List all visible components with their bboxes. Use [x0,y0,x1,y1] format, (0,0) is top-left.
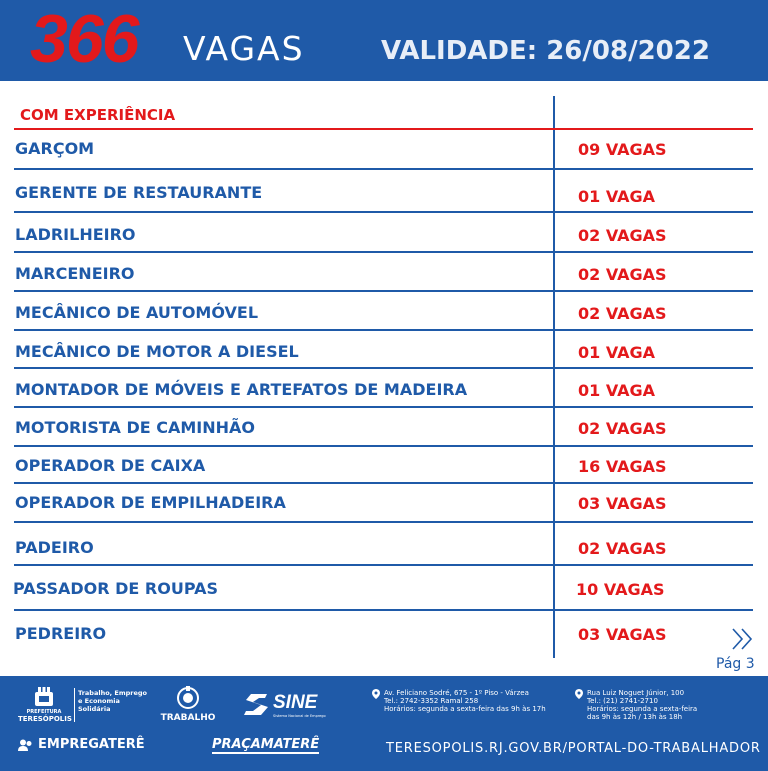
sine-mark-icon [243,691,271,717]
contact-address: Av. Feliciano Sodré, 675 - 1º Piso - Várzea [384,689,529,697]
footer [0,676,768,771]
vacancy-total: 366 [30,1,138,77]
sine-logo [243,691,327,723]
job-title: GERENTE DE RESTAURANTE [15,183,263,202]
location-pin-icon [575,689,583,699]
sine-label: SINE [273,692,318,713]
validity-date: VALIDADE: 26/08/2022 [381,36,710,66]
job-title: LADRILHEIRO [15,225,136,244]
job-vacancies: 16 VAGAS [578,457,667,476]
city-name: TERESÓPOLIS [18,715,72,723]
row-divider [14,329,753,331]
job-title: PEDREIRO [15,624,107,643]
job-vacancies: 02 VAGAS [578,265,667,284]
job-vacancies: 02 VAGAS [578,304,667,323]
contact-hours-detail: das 9h às 12h / 13h às 18h [587,713,683,721]
job-vacancies: 01 VAGA [578,343,656,362]
job-vacancies: 02 VAGAS [578,539,667,558]
row-divider [14,290,753,292]
job-title: MECÂNICO DE MOTOR A DIESEL [15,342,299,361]
pracamatere-logo: PRAÇAMATERÊ [212,737,320,752]
job-vacancies: 01 VAGA [578,381,656,400]
job-vacancies: 02 VAGAS [578,419,667,438]
row-divider [14,564,753,566]
job-title: MOTORISTA DE CAMINHÃO [15,418,256,437]
row-divider [14,168,753,170]
row-divider [14,445,753,447]
empregatere-logo [18,737,145,752]
trabalho-label: TRABALHO [160,713,216,723]
job-vacancies: 10 VAGAS [576,580,665,599]
page-number: Pág 3 [716,656,755,672]
job-vacancies: 09 VAGAS [578,140,667,159]
job-title: GARÇOM [15,139,95,158]
row-divider [14,521,753,523]
empregatere-label: EMPREGATERÊ [38,737,145,752]
job-vacancies: 03 VAGAS [578,494,667,513]
contact-hours: Horários: segunda a sexta-feira das 9h às 17h [384,705,546,713]
job-title: PADEIRO [15,538,94,557]
trabalho-crest-icon [176,686,200,710]
column-divider [553,96,555,658]
row-divider [14,251,753,253]
job-table [0,96,768,658]
row-divider [14,406,753,408]
chevron-double-right-icon[interactable] [730,626,756,652]
contact-phone: Tel.: (21) 2741-2710 [587,697,658,705]
section-title: COM EXPERIÊNCIA [20,106,176,124]
job-title: MONTADOR DE MÓVEIS E ARTEFATOS DE MADEIRA [15,380,468,399]
secretaria-name: Trabalho, Emprego e Economia Solidária [78,689,148,713]
job-vacancies: 02 VAGAS [578,226,667,245]
contact-phone: Tel.: 2742-3352 Ramal 258 [384,697,479,705]
trabalho-logo [160,686,216,726]
row-divider [14,211,753,213]
vacancy-total-label: VAGAS [183,29,305,68]
job-title: OPERADOR DE EMPILHADEIRA [15,493,286,512]
people-icon [18,739,34,751]
city-crest-icon [32,686,56,708]
sine-sublabel: Sistema Nacional de Emprego [273,714,326,718]
location-pin-icon [372,689,380,699]
header-banner [0,0,768,81]
job-title: OPERADOR DE CAIXA [15,456,206,475]
portal-url[interactable]: TERESOPOLIS.RJ.GOV.BR/PORTAL-DO-TRABALHADOR [386,741,761,756]
row-divider [14,482,753,484]
section-divider [14,128,753,130]
contact-hours: Horários: segunda a sexta-feira [587,705,698,713]
contact-address: Rua Luiz Noguet Júnior, 100 [587,689,685,697]
job-vacancies: 01 VAGA [578,187,656,206]
prefeitura-logo [18,686,70,726]
row-divider [14,609,753,611]
logo-divider [74,688,75,722]
job-vacancies: 03 VAGAS [578,625,667,644]
job-title: PASSADOR DE ROUPAS [13,579,218,598]
prefeitura-label: PREFEITURA [26,709,62,715]
row-divider [14,367,753,369]
job-title: MECÂNICO DE AUTOMÓVEL [15,303,259,322]
job-title: MARCENEIRO [15,264,135,283]
